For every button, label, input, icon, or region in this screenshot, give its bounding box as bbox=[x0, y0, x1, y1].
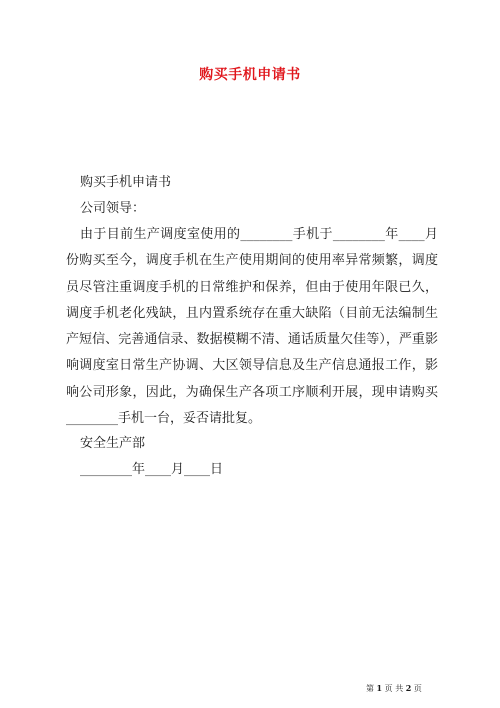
page-footer bbox=[366, 683, 422, 694]
letter-subtitle: 购买手机申请书 bbox=[80, 175, 172, 190]
date-line: ________年____月____日 bbox=[80, 462, 224, 477]
footer-suffix: 页 bbox=[413, 684, 422, 693]
footer-prefix: 第 bbox=[366, 684, 374, 693]
page-title: 购买手机申请书 bbox=[199, 67, 301, 83]
footer-middle: 页 共 bbox=[384, 684, 404, 693]
footer-total-pages: 2 bbox=[405, 683, 412, 693]
salutation: 公司领导： bbox=[80, 201, 146, 216]
footer-current-page: 1 bbox=[376, 683, 383, 693]
department-signature: 安全生产部 bbox=[80, 436, 146, 451]
letter-body: 由于目前生产调度室使用的________手机于________年____月份购买至今，调度手机在生产使用期间的使用率异常频繁，调度员尽管注重调度手机的日常维护和保养，但由于使用年限已久，调度手机老化残缺，且内置系统存在重大缺陷（目前无法编制生产短信、完善通信录、数据模糊不清、通话质量欠佳等），严重影响调度室日常生产协调、大区领导信息及生产信息通报工作，影响公司形象，因此，为确保生产各项工序顺利开展，现申请购买________手机一台，妥否请批复。 bbox=[66, 227, 438, 427]
